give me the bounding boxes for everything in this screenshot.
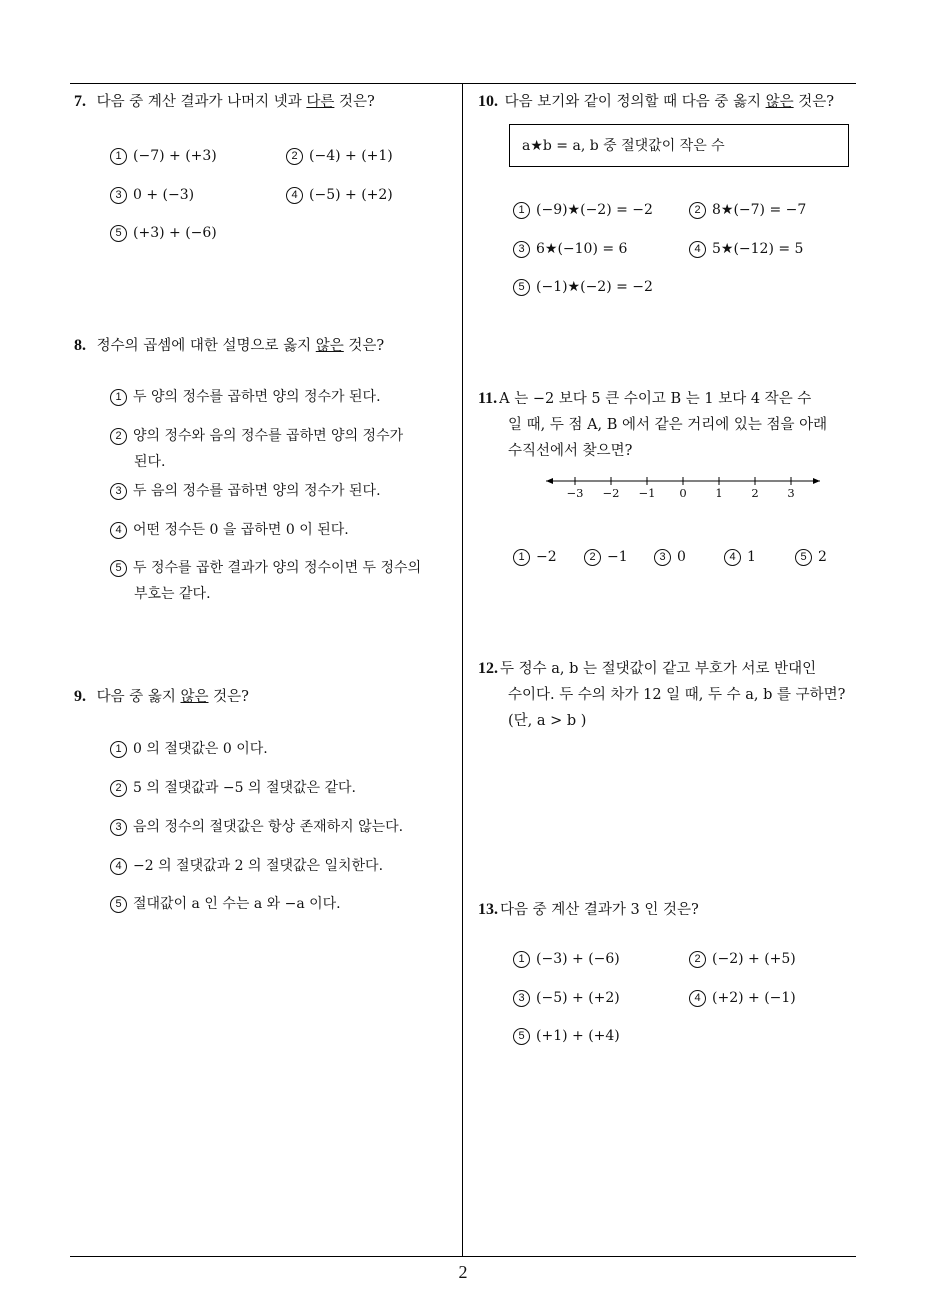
q9-option-3[interactable] [110, 814, 403, 840]
choice-mark: 2 [689, 202, 706, 219]
option-text: (−5) + (+2) [536, 990, 620, 1006]
column-divider [462, 83, 463, 1257]
option-text: (−5) + (+2) [309, 187, 393, 203]
option-text: (−9)★(−2) = −2 [536, 202, 653, 218]
option-text: 2 [818, 549, 827, 565]
question-line-2: 수이다. 두 수의 차가 12 일 때, 두 수 a, b 를 구하면? [508, 687, 846, 703]
choice-mark: 1 [513, 202, 530, 219]
choice-mark: 3 [513, 241, 530, 258]
question-12 [478, 656, 816, 682]
number-line-tick-label: −1 [638, 486, 656, 500]
bottom-rule [70, 1256, 856, 1257]
q8-option-3[interactable] [110, 478, 381, 504]
option-text: 양의 정수와 음의 정수를 곱하면 양의 정수가 [133, 428, 404, 444]
option-text: (+3) + (−6) [133, 225, 217, 241]
q8-option-1[interactable] [110, 384, 381, 410]
q7-option-2[interactable] [286, 148, 393, 165]
question-text-end: 것은? [334, 94, 375, 110]
choice-mark: 5 [110, 560, 127, 577]
choice-mark: 4 [110, 522, 127, 539]
choice-mark: 4 [110, 858, 127, 875]
q8-option-2[interactable] [110, 423, 403, 475]
q11-option-1[interactable] [513, 549, 557, 566]
choice-mark: 1 [513, 549, 530, 566]
question-emphasis: 않은 [765, 94, 794, 110]
question-line-3: 수직선에서 찾으면? [508, 443, 633, 459]
question-emphasis: 다른 [306, 94, 335, 110]
question-11-line-2 [508, 412, 827, 438]
question-line-2: 일 때, 두 점 A, B 에서 같은 거리에 있는 점을 아래 [508, 417, 828, 433]
option-text: (−4) + (+1) [309, 148, 393, 164]
choice-mark: 2 [286, 148, 303, 165]
question-number: 13. [478, 901, 498, 918]
question-text: 정수의 곱셈에 대한 설명으로 옳지 [96, 338, 316, 354]
option-text: 음의 정수의 절댓값은 항상 존재하지 않는다. [133, 819, 404, 835]
option-text: 두 음의 정수를 곱하면 양의 정수가 된다. [133, 483, 381, 499]
number-line-tick-label: 0 [679, 486, 687, 500]
number-line-tick-label: 1 [715, 486, 723, 500]
q10-option-4[interactable] [689, 241, 803, 258]
q9-option-2[interactable] [110, 775, 356, 801]
option-text-continued: 된다. [134, 454, 166, 470]
question-line-3: (단, a > b ) [508, 713, 587, 729]
option-text: (−3) + (−6) [536, 951, 620, 967]
option-text: −1 [607, 549, 628, 565]
top-rule [70, 83, 856, 84]
q13-option-4[interactable] [689, 990, 796, 1007]
question-12-line-3 [508, 708, 586, 734]
question-emphasis: 않은 [180, 689, 209, 705]
choice-mark: 3 [110, 483, 127, 500]
question-13 [478, 897, 699, 923]
q8-option-4[interactable] [110, 517, 349, 543]
choice-mark: 3 [513, 990, 530, 1007]
choice-mark: 2 [110, 780, 127, 797]
option-text: (−1)★(−2) = −2 [536, 279, 653, 295]
q7-option-3[interactable] [110, 187, 194, 204]
q7-option-1[interactable] [110, 148, 217, 165]
choice-mark: 1 [110, 389, 127, 406]
question-number: 8. [74, 337, 86, 354]
q11-option-2[interactable] [584, 549, 628, 566]
choice-mark: 3 [654, 549, 671, 566]
option-text: 5★(−12) = 5 [712, 241, 804, 257]
question-text: 다음 중 옳지 [96, 689, 181, 705]
question-number: 10. [478, 93, 498, 110]
q7-option-5[interactable] [110, 225, 217, 242]
question-11 [478, 386, 811, 412]
option-text: −2 의 절댓값과 2 의 절댓값은 일치한다. [133, 858, 384, 874]
q10-option-3[interactable] [513, 241, 627, 258]
choice-mark: 2 [584, 549, 601, 566]
question-8 [74, 333, 384, 359]
question-9 [74, 684, 249, 710]
question-number: 7. [74, 93, 86, 110]
option-text: 0 [677, 549, 686, 565]
question-11-line-3 [508, 438, 632, 464]
question-line-1: A 는 −2 보다 5 큰 수이고 B 는 1 보다 4 작은 수 [499, 391, 812, 407]
q8-option-5[interactable] [110, 555, 421, 607]
question-emphasis: 않은 [315, 338, 344, 354]
q13-option-2[interactable] [689, 951, 796, 968]
q9-option-4[interactable] [110, 853, 383, 879]
number-line-tick-label: 2 [751, 486, 759, 500]
question-number: 12. [478, 660, 498, 677]
choice-mark: 3 [110, 187, 127, 204]
question-text: 다음 중 계산 결과가 3 인 것은? [500, 902, 699, 918]
q13-option-3[interactable] [513, 990, 620, 1007]
q7-option-4[interactable] [286, 187, 393, 204]
option-text: 0 + (−3) [133, 187, 195, 203]
option-text: (−7) + (+3) [133, 148, 217, 164]
choice-mark: 1 [110, 741, 127, 758]
question-text: 다음 보기와 같이 정의할 때 다음 중 옳지 [504, 94, 766, 110]
question-text-end: 것은? [793, 94, 835, 110]
choice-mark: 4 [689, 990, 706, 1007]
question-text: 다음 중 계산 결과가 나머지 넷과 [96, 94, 307, 110]
question-number: 9. [74, 688, 86, 705]
choice-mark: 1 [513, 951, 530, 968]
option-text-continued: 부호는 같다. [134, 586, 211, 602]
q9-option-1[interactable] [110, 736, 268, 762]
question-12-line-2 [508, 682, 845, 708]
choice-mark: 5 [513, 1028, 530, 1045]
q11-option-3[interactable] [654, 549, 686, 566]
question-line-1: 두 정수 a, b 는 절댓값이 같고 부호가 서로 반대인 [500, 661, 817, 677]
question-text-end: 것은? [343, 338, 385, 354]
option-text: (+2) + (−1) [712, 990, 796, 1006]
option-text: 8★(−7) = −7 [712, 202, 807, 218]
q10-option-2[interactable] [689, 202, 806, 219]
number-line-tick-label: −3 [566, 486, 584, 500]
q13-option-5[interactable] [513, 1028, 620, 1045]
option-text: 1 [747, 549, 756, 565]
choice-mark: 4 [689, 241, 706, 258]
number-line-right-arrow [813, 478, 820, 484]
choice-mark: 4 [724, 549, 741, 566]
option-text: 어떤 정수든 0 을 곱하면 0 이 된다. [133, 522, 349, 538]
question-7 [74, 89, 375, 115]
choice-mark: 5 [110, 896, 127, 913]
definition-text: a★b = a, b 중 절댓값이 작은 수 [522, 138, 725, 154]
option-text: (+1) + (+4) [536, 1028, 620, 1044]
option-text: 6★(−10) = 6 [536, 241, 628, 257]
q10-option-1[interactable] [513, 202, 653, 219]
option-text: 두 양의 정수를 곱하면 양의 정수가 된다. [133, 389, 381, 405]
question-10 [478, 89, 834, 115]
option-text: 절대값이 a 인 수는 a 와 −a 이다. [133, 896, 341, 912]
choice-mark: 3 [110, 819, 127, 836]
choice-mark: 5 [110, 225, 127, 242]
option-text: −2 [536, 549, 557, 565]
q11-option-5[interactable] [795, 549, 827, 566]
q13-option-1[interactable] [513, 951, 620, 968]
q11-option-4[interactable] [724, 549, 756, 566]
option-text: 5 의 절댓값과 −5 의 절댓값은 같다. [133, 780, 356, 796]
q10-option-5[interactable] [513, 279, 653, 296]
number-line-left-arrow [546, 478, 553, 484]
option-text: 두 정수를 곱한 결과가 양의 정수이면 두 정수의 [133, 560, 422, 576]
definition-box [509, 124, 849, 167]
choice-mark: 2 [689, 951, 706, 968]
number-line-tick-label: 3 [787, 486, 795, 500]
number-line-tick-label: −2 [602, 486, 620, 500]
choice-mark: 1 [110, 148, 127, 165]
option-text: (−2) + (+5) [712, 951, 796, 967]
choice-mark: 2 [110, 428, 127, 445]
q9-option-5[interactable] [110, 891, 341, 917]
choice-mark: 5 [795, 549, 812, 566]
question-number: 11. [478, 390, 498, 407]
choice-mark: 5 [513, 279, 530, 296]
option-text: 0 의 절댓값은 0 이다. [133, 741, 268, 757]
choice-mark: 4 [286, 187, 303, 204]
page-number: 2 [458, 1262, 468, 1282]
question-text-end: 것은? [208, 689, 249, 705]
